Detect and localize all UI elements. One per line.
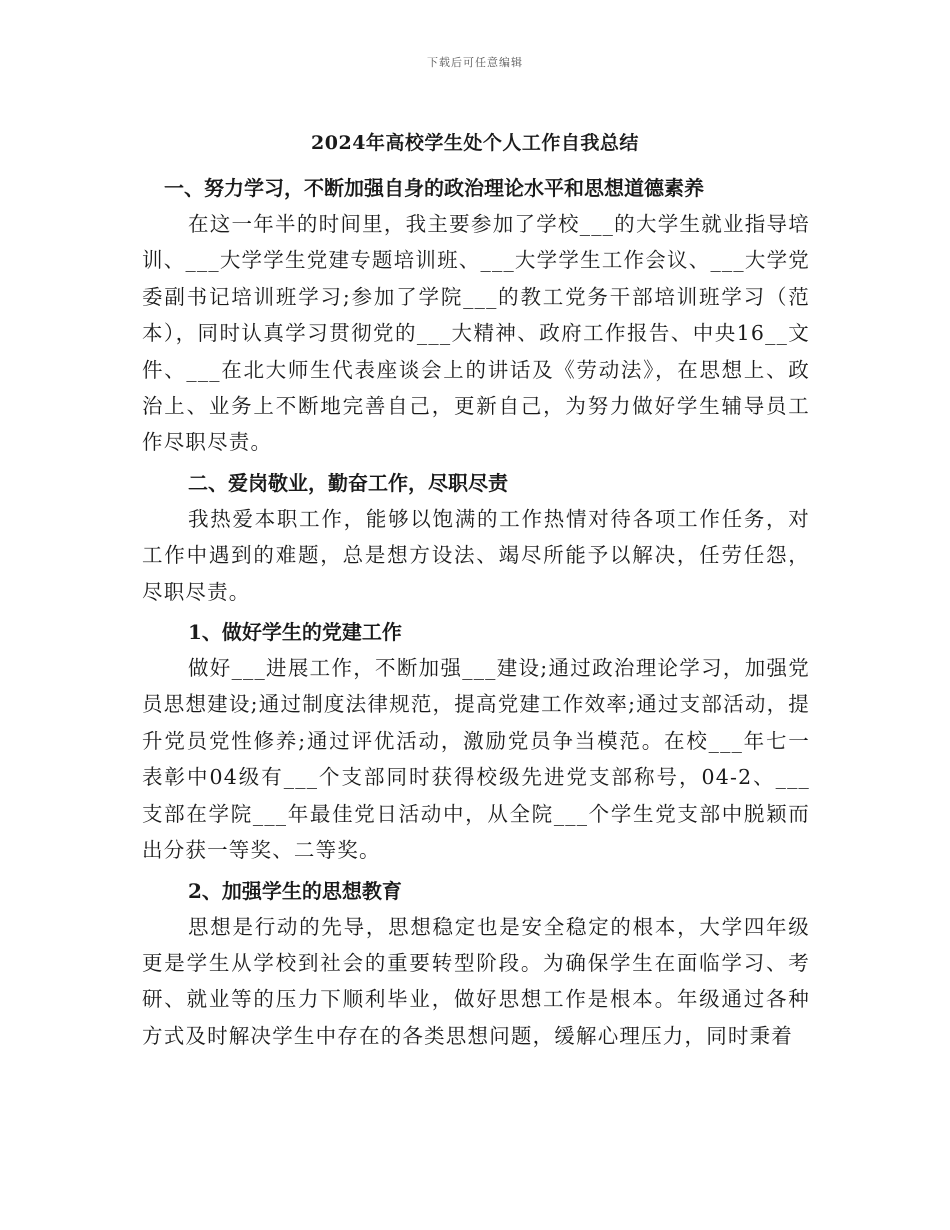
header-note: 下载后可任意编辑: [427, 56, 523, 69]
subsection-heading-ideological-education: 2、加强学生的思想教育: [188, 878, 402, 903]
subsection-paragraph-ideological-education: 思想是行动的先导，思想稳定也是安全稳定的根本，大学四年级更是学生从学校到社会的重要转型阶段。为确保学生在面临学习、考研、就业等的压力下顺利毕业，做好思想工作是根本。年级通过各种方式及时解决学生中存在的各类思想问题，缓解心理压力，同时秉着: [142, 914, 810, 1048]
section-heading-1: 一、努力学习，不断加强自身的政治理论水平和思想道德素养: [164, 176, 704, 200]
subsection-heading-party-building: 1、做好学生的党建工作: [188, 620, 402, 645]
document-body: [142, 170, 810, 1058]
section-paragraph-1: 在这一年半的时间里，我主要参加了学校___的大学生就业指导培训、___大学学生党建专题培训班、___大学学生工作会议、___大学党委副书记培训班学习;参加了学院___的教工党务干部培训班学习（范本），同时认真学习贯彻党的___大精神、政府工作报告、中央16__文件、___在北大师生代表座谈会上的讲话及《劳动法》，在思想上、政治上、业务上不断地完善自己，更新自己，为努力做好学生辅导员工作尽职尽责。: [142, 212, 810, 455]
document-title: 2024年高校学生处个人工作自我总结: [311, 132, 639, 154]
subsection-paragraph-party-building: 做好___进展工作，不断加强___建设;通过政治理论学习，加强党员思想建设;通过制度法律规范，提高党建工作效率;通过支部活动，提升党员党性修养;通过评优活动，激励党员争当模范。在校___年七一表彰中04级有___个支部同时获得校级先进党支部称号，04-2、___支部在学院___年最佳党日活动中，从全院___个学生党支部中脱颖而出分获一等奖、二等奖。: [142, 656, 810, 863]
section-heading-2: 二、爱岗敬业，勤奋工作，尽职尽责: [188, 470, 508, 495]
section-paragraph-2: 我热爱本职工作，能够以饱满的工作热情对待各项工作任务，对工作中遇到的难题，总是想方设法、竭尽所能予以解决，任劳任怨，尽职尽责。: [142, 506, 810, 604]
